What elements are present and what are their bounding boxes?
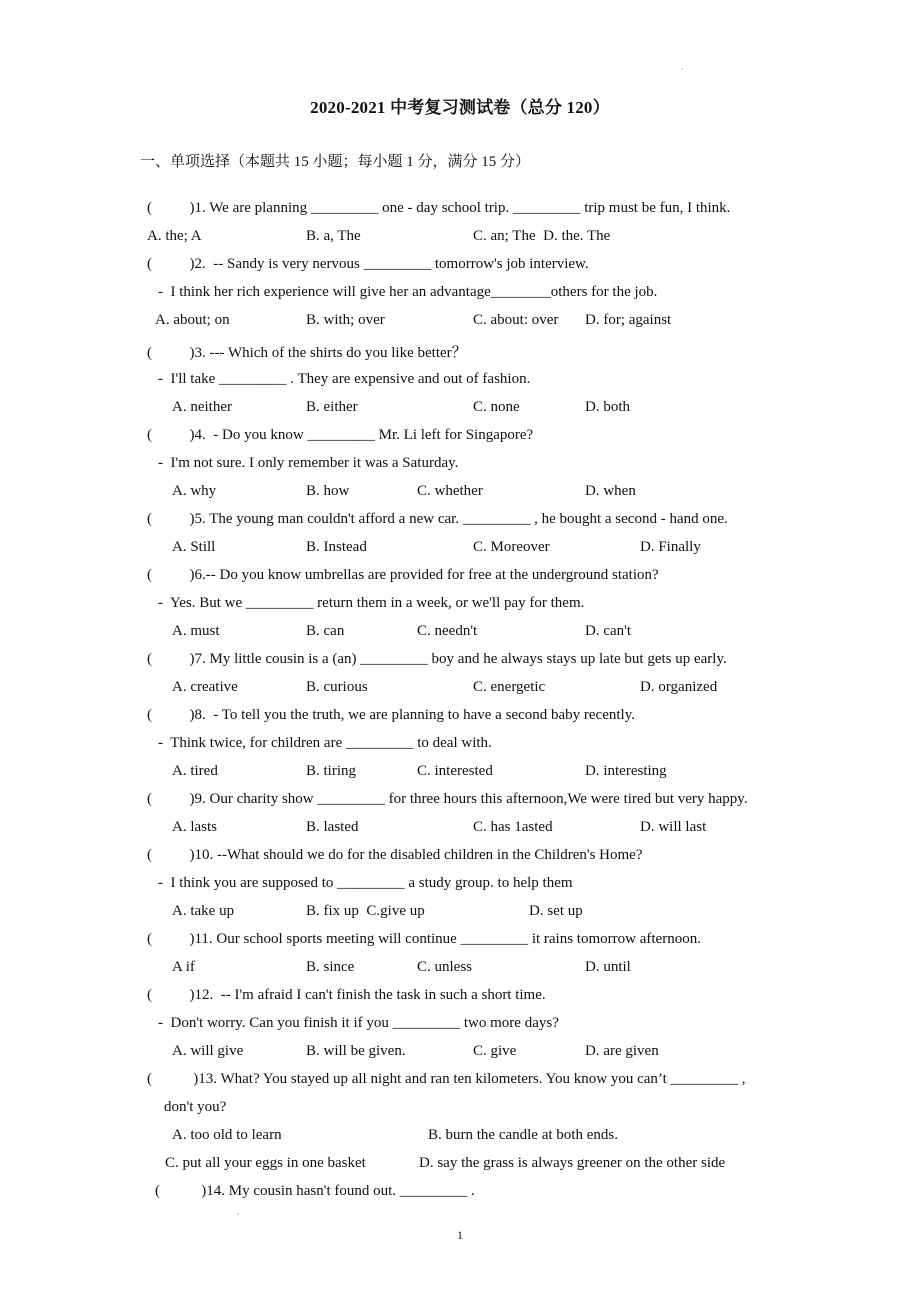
page-number: 1 xyxy=(457,1228,463,1242)
question-4-option-a: A. why xyxy=(172,483,217,499)
question-6-reply: - Yes. But we _________ return them in a week, or we'll pay for them. xyxy=(158,595,585,611)
question-3-stem: ( )3. --- Which of the shirts do you like better？ xyxy=(147,345,467,361)
question-14-stem: ( )14. My cousin hasn't found out. _________ . xyxy=(155,1183,475,1199)
question-7-option-d: D. organized xyxy=(640,679,718,695)
question-1-stem: ( )1. We are planning _________ one - day school trip. _________ trip must be fun, I think. xyxy=(147,200,731,216)
question-8-option-d: D. interesting xyxy=(585,763,667,779)
question-12-stem: ( )12. -- I'm afraid I can't finish the task in such a short time. xyxy=(147,987,546,1003)
question-4-option-c: C. whether xyxy=(417,483,483,499)
question-11-option-b: B. since xyxy=(306,959,355,975)
question-10-option-d: D. set up xyxy=(529,903,583,919)
question-2-reply: - I think her rich experience will give her an advantage________others for the job. xyxy=(158,284,658,300)
question-2-option-d: D. for; against xyxy=(585,312,672,328)
question-9-option-b: B. lasted xyxy=(306,819,359,835)
question-13-option-d: D. say the grass is always greener on the other side xyxy=(419,1155,726,1171)
question-8-option-b: B. tiring xyxy=(306,763,357,779)
question-3-option-d: D. both xyxy=(585,399,630,415)
question-7-stem: ( )7. My little cousin is a (an) _________ boy and he always stays up late but gets up early. xyxy=(147,651,727,667)
question-2-option-b: B. with; over xyxy=(306,312,385,328)
question-3-reply: - I'll take _________ . They are expensive and out of fashion. xyxy=(158,371,531,387)
question-2-stem: ( )2. -- Sandy is very nervous _________ tomorrow's job interview. xyxy=(147,256,589,272)
question-12-option-c: C. give xyxy=(473,1043,517,1059)
question-6-option-d: D. can't xyxy=(585,623,632,639)
question-12-option-a: A. will give xyxy=(172,1043,244,1059)
question-13-option-b: B. burn the candle at both ends. xyxy=(428,1127,618,1143)
question-1-option-cd: C. an; The D. the. The xyxy=(473,228,611,244)
question-1-option-b: B. a, The xyxy=(306,228,361,244)
question-11-stem: ( )11. Our school sports meeting will continue _________ it rains tomorrow afternoon. xyxy=(147,931,701,947)
question-10-option-bc: B. fix up C.give up xyxy=(306,903,425,919)
question-6-option-b: B. can xyxy=(306,623,345,639)
question-12-option-b: B. will be given. xyxy=(306,1043,406,1059)
question-5-option-a: A. Still xyxy=(172,539,216,555)
question-5-stem: ( )5. The young man couldn't afford a new car. _________ , he bought a second - hand one. xyxy=(147,511,728,527)
question-10-stem: ( )10. --What should we do for the disabled children in the Children's Home? xyxy=(147,847,643,863)
question-3-option-a: A. neither xyxy=(172,399,232,415)
question-12-option-d: D. are given xyxy=(585,1043,659,1059)
question-4-stem: ( )4. - Do you know _________ Mr. Li left for Singapore? xyxy=(147,427,534,443)
question-13-option-a: A. too old to learn xyxy=(172,1127,282,1143)
question-3-option-c: C. none xyxy=(473,399,520,415)
question-8-stem: ( )8. - To tell you the truth, we are planning to have a second baby recently. xyxy=(147,707,635,723)
question-1-option-a: A. the; A xyxy=(147,228,202,244)
question-3-option-b: B. either xyxy=(306,399,358,415)
scan-speck xyxy=(237,1213,239,1215)
question-8-option-a: A. tired xyxy=(172,763,218,779)
question-7-option-b: B. curious xyxy=(306,679,368,695)
question-11-option-d: D. until xyxy=(585,959,631,975)
question-7-option-c: C. energetic xyxy=(473,679,546,695)
question-5-option-d: D. Finally xyxy=(640,539,701,555)
question-10-reply: - I think you are supposed to _________ a study group. to help them xyxy=(158,875,573,891)
question-11-option-c: C. unless xyxy=(417,959,473,975)
question-9-option-a: A. lasts xyxy=(172,819,217,835)
question-4-option-d: D. when xyxy=(585,483,636,499)
question-10-option-a: A. take up xyxy=(172,903,235,919)
question-6-option-a: A. must xyxy=(172,623,220,639)
question-8-reply: - Think twice, for children are _________ to deal with. xyxy=(158,735,492,751)
question-9-option-d: D. will last xyxy=(640,819,707,835)
scan-speck xyxy=(681,68,683,70)
question-9-option-c: C. has 1asted xyxy=(473,819,553,835)
question-4-reply: - I'm not sure. I only remember it was a Saturday. xyxy=(158,455,459,471)
question-6-stem: ( )6.-- Do you know umbrellas are provided for free at the underground station? xyxy=(147,567,659,583)
question-6-option-c: C. needn't xyxy=(417,623,478,639)
question-7-option-a: A. creative xyxy=(172,679,238,695)
section-heading: 一、单项选择（本题共 15 小题；每小题 1 分，满分 15 分） xyxy=(140,154,531,170)
question-2-option-c: C. about: over xyxy=(473,312,559,328)
question-13-option-c: C. put all your eggs in one basket xyxy=(165,1155,366,1171)
question-5-option-c: C. Moreover xyxy=(473,539,550,555)
page-title: 2020-2021 中考复习测试卷（总分 120） xyxy=(310,98,610,117)
question-13-stem-continued: don't you? xyxy=(164,1099,227,1115)
question-5-option-b: B. Instead xyxy=(306,539,367,555)
question-2-option-a: A. about; on xyxy=(155,312,230,328)
question-4-option-b: B. how xyxy=(306,483,350,499)
question-13-stem: ( )13. What? You stayed up all night and ran ten kilometers. You know you can’t _________ , xyxy=(147,1071,746,1087)
question-11-option-a: A if xyxy=(172,959,195,975)
question-9-stem: ( )9. Our charity show _________ for three hours this afternoon,We were tired but very happy. xyxy=(147,791,748,807)
question-8-option-c: C. interested xyxy=(417,763,493,779)
question-12-reply: - Don't worry. Can you finish it if you _________ two more days? xyxy=(158,1015,559,1031)
